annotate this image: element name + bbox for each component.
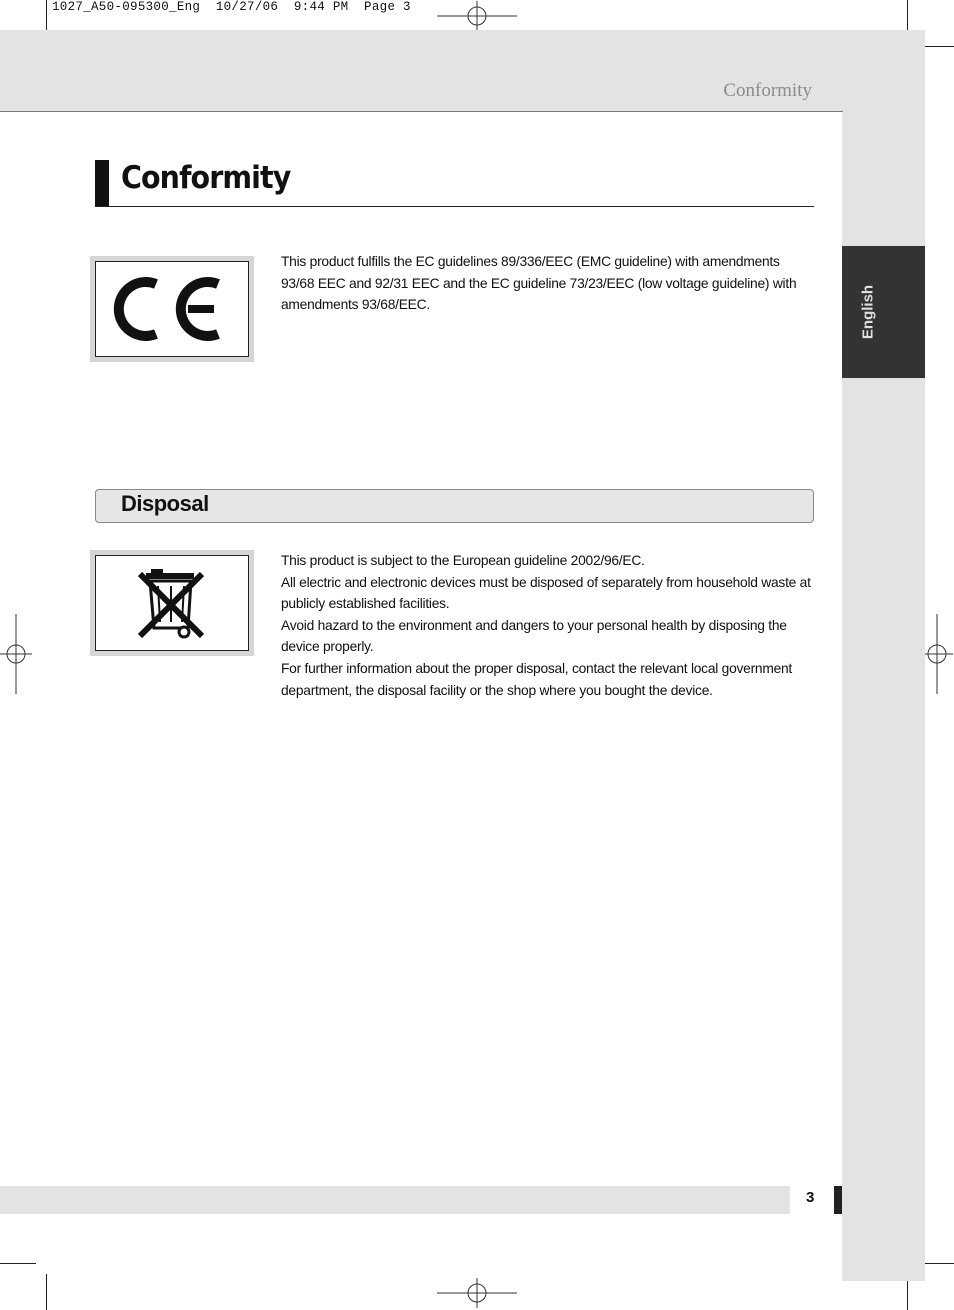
- registration-mark-icon: [0, 614, 32, 694]
- print-slug-line: 1027_A50-095300_Eng 10/27/06 9:44 PM Page 3: [52, 0, 411, 14]
- weee-logo-box: [95, 555, 249, 651]
- ce-mark-icon: [96, 262, 248, 356]
- disposal-paragraph: All electric and electronic devices must be disposed of separately from household waste at publicly established facilities.: [281, 574, 811, 612]
- conformity-paragraph: This product fulfills the EC guidelines 89/336/EEC (EMC guideline) with amendments 93/68 EEC and 92/31 EEC and the EC guideline 73/23/EEC (low voltage guideline) with amendments 93/68/EEC.: [281, 254, 797, 313]
- registration-mark-icon: [437, 1278, 517, 1308]
- disposal-section-title: Disposal: [121, 491, 209, 516]
- disposal-paragraph: Avoid hazard to the environment and dangers to your personal health by disposing the device properly.: [281, 617, 787, 655]
- registration-mark-icon: [437, 1, 517, 31]
- language-tab: [842, 246, 925, 378]
- footer-accent-block: [834, 1186, 842, 1214]
- disposal-paragraph: For further information about the proper disposal, contact the relevant local government department, the disposal facility or the shop where you bought the device.: [281, 660, 793, 698]
- page-title: Conformity: [121, 160, 291, 196]
- crop-mark: [46, 1274, 47, 1310]
- ce-logo-box: [95, 261, 249, 357]
- running-head: Conformity: [723, 80, 812, 101]
- page-number: 3: [806, 1189, 815, 1206]
- ce-logo-frame: [90, 256, 254, 362]
- disposal-paragraph: This product is subject to the European guideline 2002/96/EC.: [281, 553, 645, 568]
- language-tab-label: English: [859, 284, 877, 340]
- footer-band: [0, 1186, 790, 1214]
- title-underline: [95, 206, 814, 207]
- crop-mark: [0, 1263, 36, 1264]
- disposal-text: [281, 550, 815, 701]
- weee-logo-frame: [90, 550, 254, 656]
- crossed-out-wheelie-bin-icon: [96, 556, 248, 650]
- conformity-text: [281, 251, 815, 316]
- header-divider: [0, 111, 843, 112]
- registration-mark-icon: [921, 614, 953, 694]
- title-accent-bar: [95, 160, 109, 207]
